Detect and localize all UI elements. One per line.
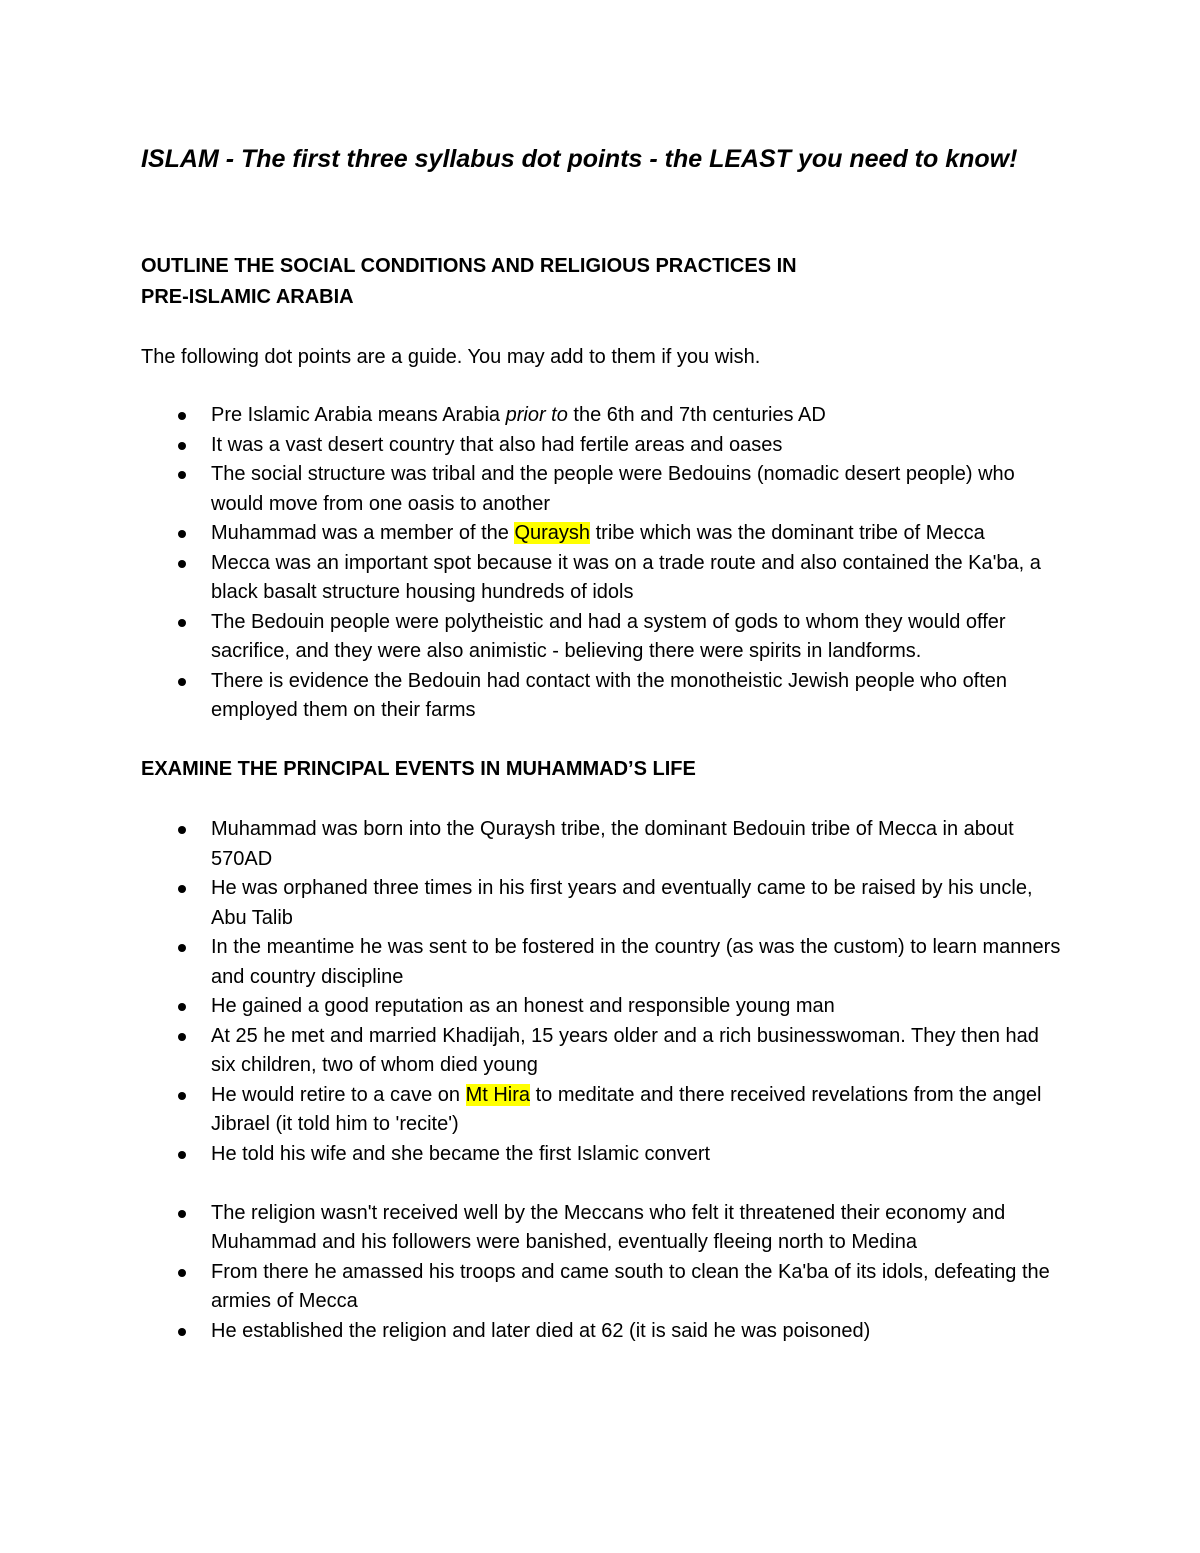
list-item: [141, 667, 1061, 726]
list-item-text: It was a vast desert country that also had fertile areas and oases: [211, 433, 783, 456]
list-item: [141, 1317, 1061, 1347]
list-item-text-pre: Muhammad was a member of the: [211, 522, 515, 544]
list-item-text: Muhammad was born into the Quraysh tribe, the dominant Bedouin tribe of Mecca in about 570AD: [211, 818, 1014, 870]
section-heading-muhammad-life: EXAMINE THE PRINCIPAL EVENTS IN MUHAMMAD’S LIFE: [141, 758, 696, 780]
list-item: [141, 1081, 1061, 1140]
list-item-text: At 25 he met and married Khadijah, 15 years older and a rich businesswoman. They then had six children, two of whom died young: [211, 1024, 1039, 1076]
list-item: [141, 874, 1061, 933]
bullet-dot-icon: [178, 619, 186, 627]
list-item-italic-text: prior to: [505, 404, 568, 426]
list-item: [141, 608, 1061, 667]
list-item-text-pre: Pre Islamic Arabia means Arabia: [211, 404, 506, 426]
intro-paragraph: The following dot points are a guide. You may add to them if you wish.: [141, 346, 761, 368]
list-item: [141, 519, 1061, 549]
section-heading-line-2: PRE-ISLAMIC ARABIA: [141, 286, 354, 308]
list-item-text: From there he amassed his troops and came south to clean the Ka'ba of its idols, defeating the armies of Mecca: [211, 1260, 1050, 1312]
list-item-text-pre: He would retire to a cave on: [211, 1083, 466, 1106]
bullet-dot-icon: [178, 471, 186, 479]
highlighted-text-quraysh: Quraysh: [514, 522, 591, 544]
bullet-dot-icon: [178, 885, 186, 893]
bullet-dot-icon: [178, 1033, 186, 1041]
list-item-text-post: the 6th and 7th centuries AD: [567, 404, 826, 426]
list-item: [141, 549, 1061, 608]
bullet-dot-icon: [178, 442, 186, 450]
bullet-dot-icon: [178, 1269, 186, 1277]
muhammad-life-bullet-list: [141, 815, 1061, 1346]
list-item-text: The religion wasn't received well by the Meccans who felt it threatened their economy and Muhammad and his followers were banished, eventually fleeing north to Medina: [211, 1201, 1006, 1253]
bullet-dot-icon: [178, 1151, 186, 1159]
bullet-dot-icon: [178, 1328, 186, 1336]
list-item: [141, 431, 1061, 461]
bullet-dot-icon: [178, 1003, 186, 1011]
list-item: [141, 1022, 1061, 1081]
list-item-text-post: tribe which was the dominant tribe of Mecca: [590, 522, 985, 544]
list-item-text: He told his wife and she became the first Islamic convert: [211, 1142, 711, 1165]
list-item: [141, 401, 1061, 431]
bullet-dot-icon: [178, 826, 186, 834]
list-item: [141, 933, 1061, 992]
section-heading-pre-islamic: [141, 251, 1061, 313]
bullet-dot-icon: [178, 944, 186, 952]
highlighted-text-mt-hira: Mt Hira: [465, 1083, 531, 1106]
document-title: ISLAM - The first three syllabus dot points - the LEAST you need to know!: [141, 145, 1018, 173]
list-item: [141, 992, 1061, 1022]
list-item: [141, 460, 1061, 519]
pre-islamic-bullet-list: [141, 401, 1061, 726]
list-item-text: He gained a good reputation as an honest and responsible young man: [211, 995, 835, 1017]
list-item: [141, 1140, 1061, 1170]
bullet-dot-icon: [178, 1210, 186, 1218]
list-item: [141, 815, 1061, 874]
list-item-text: He established the religion and later died at 62 (it is said he was poisoned): [211, 1319, 871, 1342]
list-item-text: The social structure was tribal and the people were Bedouins (nomadic desert people) who would move from one oasis to another: [211, 463, 1015, 515]
bullet-dot-icon: [178, 678, 186, 686]
list-item: [141, 1199, 1061, 1258]
list-item-text-post: to meditate and there received revelations from the angel Jibrael (it told him to 'recite'): [211, 1083, 1042, 1135]
list-item-text: The Bedouin people were polytheistic and had a system of gods to whom they would offer sacrifice, and they were also animistic - believing there were spirits in landforms.: [211, 610, 1006, 662]
list-item-text: In the meantime he was sent to be fostered in the country (as was the custom) to learn manners and country discipline: [211, 936, 1061, 988]
list-item-text: There is evidence the Bedouin had contact with the monotheistic Jewish people who often employed them on their farms: [211, 669, 1008, 721]
bullet-dot-icon: [178, 412, 186, 420]
bullet-dot-icon: [178, 1092, 186, 1100]
bullet-dot-icon: [178, 530, 186, 538]
bullet-dot-icon: [178, 560, 186, 568]
section-heading-line-1: OUTLINE THE SOCIAL CONDITIONS AND RELIGIOUS PRACTICES IN: [141, 255, 797, 277]
list-item-text: Mecca was an important spot because it was on a trade route and also contained the Ka'ba, a black basalt structure housing hundreds of idols: [211, 551, 1041, 603]
list-item-text: He was orphaned three times in his first years and eventually came to be raised by his uncle, Abu Talib: [211, 877, 1033, 929]
list-item: [141, 1258, 1061, 1317]
